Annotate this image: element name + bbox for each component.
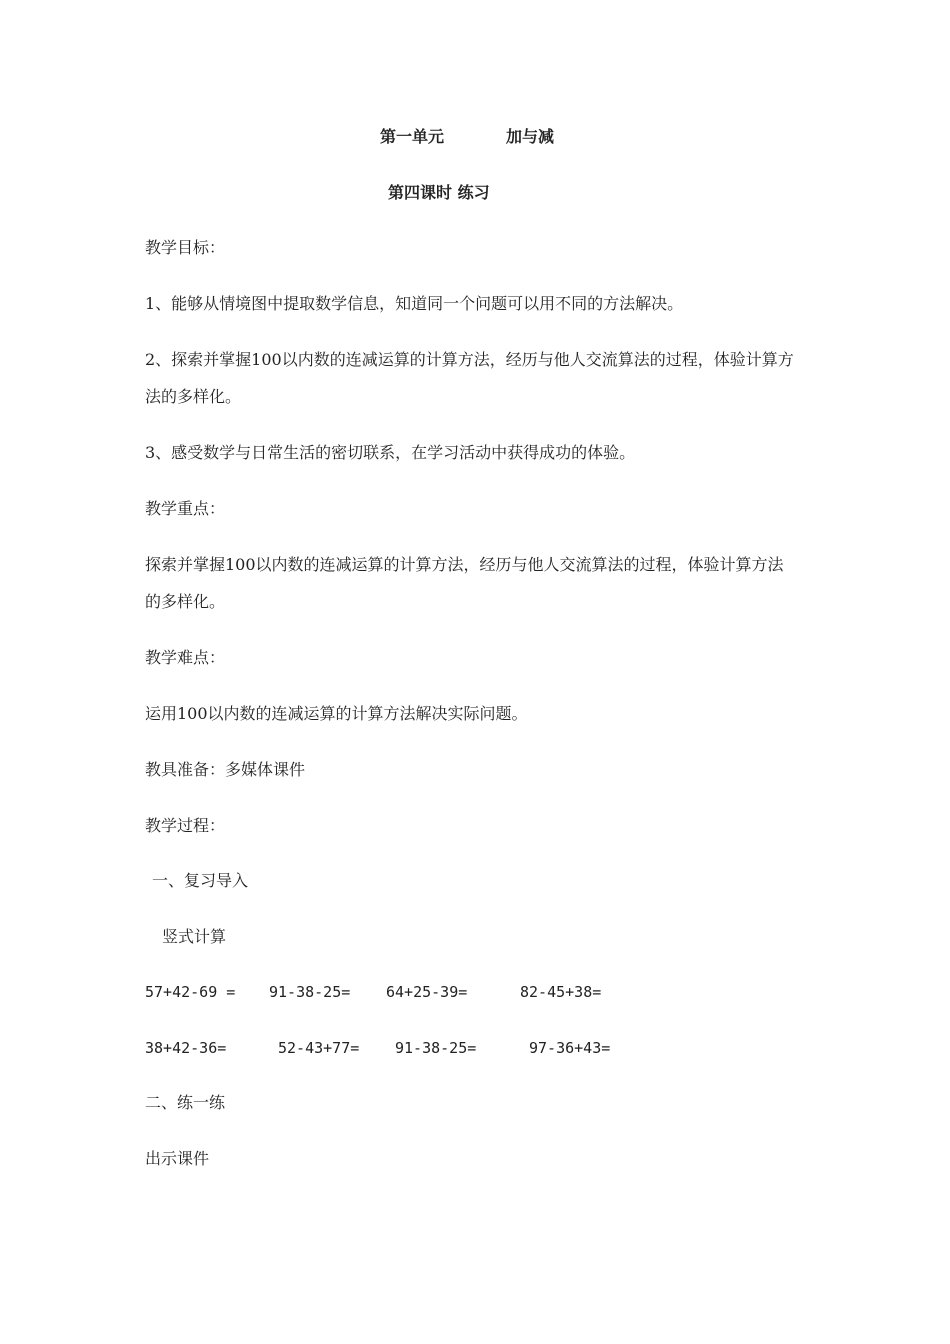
objectives-heading: 教学目标： bbox=[145, 238, 226, 257]
unit-name: 第一单元 bbox=[380, 127, 445, 146]
objective-2-line-2: 法的多样化。 bbox=[145, 387, 242, 406]
calc-item: 91-38-25= bbox=[269, 983, 351, 1001]
difficulty-text: 运用100以内数的连减运算的计算方法解决实际问题。 bbox=[145, 704, 528, 723]
calc-item: 82-45+38= bbox=[520, 983, 602, 1001]
key-point-line-2: 的多样化。 bbox=[145, 592, 226, 611]
section-1-subheading: 竖式计算 bbox=[162, 927, 227, 946]
section-2-heading: 二、练一练 bbox=[145, 1093, 226, 1112]
calc-item: 52-43+77= bbox=[278, 1039, 360, 1057]
unit-title bbox=[380, 127, 554, 147]
key-point-heading: 教学重点： bbox=[145, 499, 226, 518]
lesson-title: 第四课时 练习 bbox=[388, 183, 490, 202]
process-heading: 教学过程： bbox=[145, 816, 226, 835]
unit-topic: 加与减 bbox=[506, 127, 555, 146]
calc-item: 57+42-69 = bbox=[145, 983, 236, 1001]
calc-item: 91-38-25= bbox=[395, 1039, 477, 1057]
section-2-text: 出示课件 bbox=[145, 1149, 210, 1168]
calc-item: 64+25-39= bbox=[386, 983, 468, 1001]
materials-text: 教具准备：多媒体课件 bbox=[145, 760, 306, 779]
section-1-heading: 一、复习导入 bbox=[152, 871, 249, 890]
key-point-line-1: 探索并掌握100以内数的连减运算的计算方法，经历与他人交流算法的过程，体验计算方法 bbox=[145, 555, 784, 574]
objective-2-line-1: 2、探索并掌握100以内数的连减运算的计算方法，经历与他人交流算法的过程，体验计算方 bbox=[145, 350, 794, 369]
difficulty-heading: 教学难点： bbox=[145, 648, 226, 667]
objective-3: 3、感受数学与日常生活的密切联系，在学习活动中获得成功的体验。 bbox=[145, 443, 636, 462]
objective-1: 1、能够从情境图中提取数学信息，知道同一个问题可以用不同的方法解决。 bbox=[145, 294, 684, 313]
calc-item: 97-36+43= bbox=[529, 1039, 611, 1057]
calc-item: 38+42-36= bbox=[145, 1039, 227, 1057]
